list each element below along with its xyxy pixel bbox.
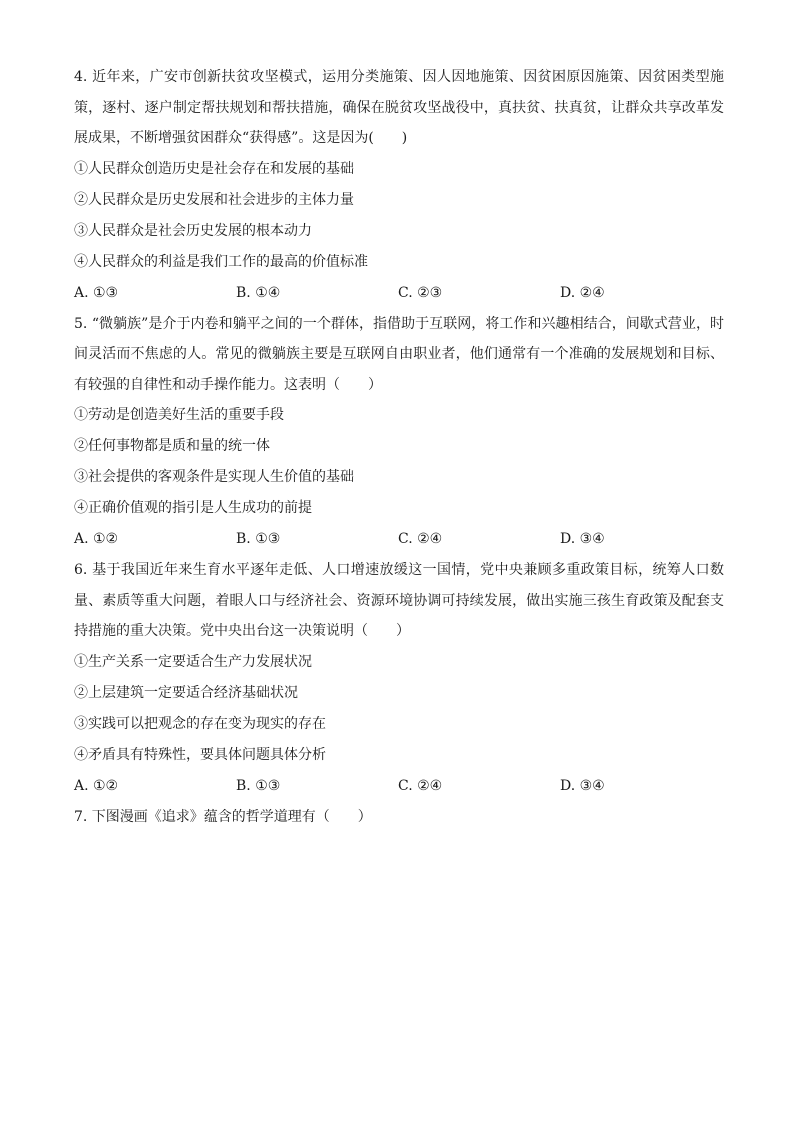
option-a: A. ①③: [74, 284, 119, 301]
answer-options: [74, 771, 724, 802]
statement-3: ③实践可以把观念的存在变为现实的存在: [74, 715, 326, 732]
statement-2: ②任何事物都是质和量的统一体: [74, 438, 270, 454]
statement-1: ①人民群众创造历史是社会存在和发展的基础: [74, 160, 354, 177]
question-stem: 5. “微躺族”是介于内卷和躺平之间的一个群体，指借助于互联网，将工作和兴趣相结合，间歇式营业，时间灵活而不焦虑的人。常见的微躺族主要是互联网自由职业者，他们通常有一个准确的发展规划和目标、有较强的自律性和动手操作能力。这表明（ ）: [74, 315, 724, 393]
statement-3: ③人民群众是社会历史发展的根本动力: [74, 222, 312, 239]
option-b: B. ①③: [236, 777, 281, 794]
answer-options: [74, 278, 724, 309]
question-stem: 4. 近年来，广安市创新扶贫攻坚模式，运用分类施策、因人因地施策、因贫困原因施策、因贫困类型施策，逐村、逐户制定帮扶规划和帮扶措施，确保在脱贫攻坚战役中，真扶贫、扶真贫，让群众共享改革发展成果，不断增强贫困群众“获得感”。这是因为( ): [74, 69, 724, 146]
question-4: [74, 62, 724, 309]
option-a: A. ①②: [74, 531, 119, 547]
option-b: B. ①③: [236, 531, 281, 547]
option-d: D. ③④: [560, 777, 605, 794]
option-d: D. ②④: [560, 284, 605, 301]
statement-1: ①生产关系一定要适合生产力发展状况: [74, 653, 312, 670]
question-6: [74, 555, 724, 802]
document-page: [74, 62, 724, 832]
question-stem: 6. 基于我国近年来生育水平逐年走低、人口增速放缓这一国情，党中央兼顾多重政策目标，统筹人口数量、素质等重大问题，着眼人口与经济社会、资源环境协调可持续发展，做出实施三孩生育政策及配套支持措施的重大决策。党中央出台这一决策说明（ ）: [74, 562, 724, 639]
statement-2: ②上层建筑一定要适合经济基础状况: [74, 684, 298, 701]
question-7: [74, 802, 724, 833]
statement-4: ④矛盾具有特殊性，要具体问题具体分析: [74, 746, 326, 763]
option-b: B. ①④: [236, 284, 281, 301]
question-5: [74, 309, 724, 556]
answer-options: [74, 524, 724, 555]
statement-3: ③社会提供的客观条件是实现人生价值的基础: [74, 469, 354, 485]
statement-2: ②人民群众是历史发展和社会进步的主体力量: [74, 191, 354, 208]
statement-4: ④正确价值观的指引是人生成功的前提: [74, 500, 312, 516]
option-c: C. ②④: [398, 531, 443, 547]
option-d: D. ③④: [560, 531, 605, 547]
statement-4: ④人民群众的利益是我们工作的最高的价值标准: [74, 253, 368, 270]
question-stem: 7. 下图漫画《追求》蕴含的哲学道理有（ ）: [74, 808, 372, 825]
option-c: C. ②④: [398, 777, 443, 794]
option-a: A. ①②: [74, 777, 119, 794]
statement-1: ①劳动是创造美好生活的重要手段: [74, 407, 284, 423]
option-c: C. ②③: [398, 284, 443, 301]
